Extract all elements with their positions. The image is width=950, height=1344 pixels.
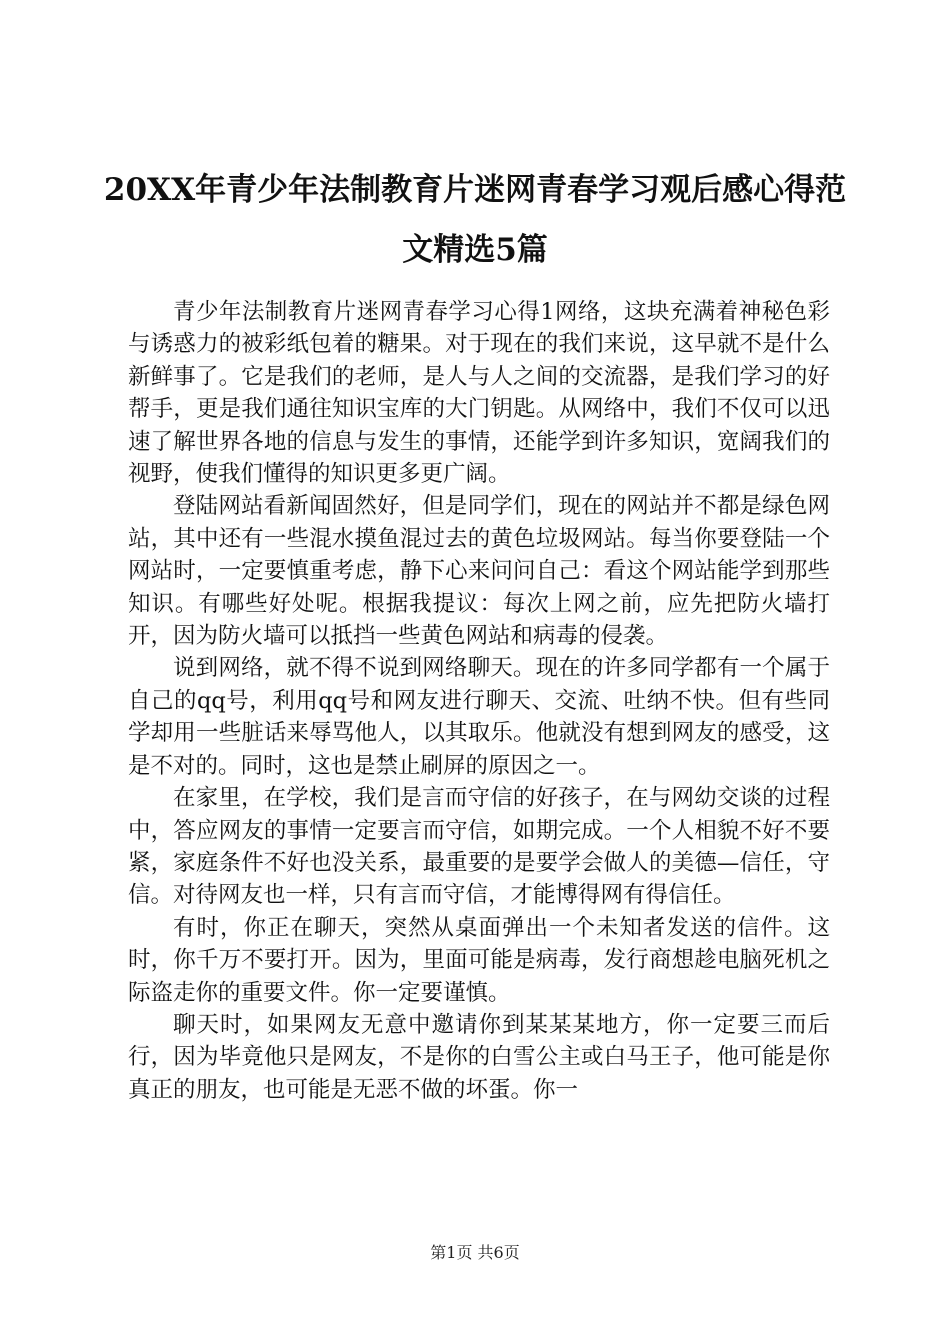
paragraph-2: 登陆网站看新闻固然好，但是同学们，现在的网站并不都是绿色网站，其中还有一些混水摸鱼混过去的黄色垃圾网站。每当你要登陆一个网站时，一定要慎重考虑，静下心来问问自己：看这个网站能学到那些知识。有哪些好处呢。根据我提议：每次上网之前，应先把防火墙打开，因为防火墙可以抵挡一些黄色网站和病毒的侵袭。 [128,493,830,650]
paragraph-4: 在家里，在学校，我们是言而守信的好孩子，在与网幼交谈的过程中，答应网友的事情一定要言而守信，如期完成。一个人相貌不好不要紧，家庭条件不好也没关系，最重要的是要学会做人的美德—信任，守信。对待网友也一样，只有言而守信，才能博得网有得信任。 [128,785,830,909]
document-body [128,296,830,1106]
paragraph-1: 青少年法制教育片迷网青春学习心得1网络，这块充满着神秘色彩与诱惑力的被彩纸包着的糖果。对于现在的我们来说，这早就不是什么新鲜事了。它是我们的老师，是人与人之间的交流器，是我们学习的好帮手，更是我们通往知识宝库的大门钥匙。从网络中，我们不仅可以迅速了解世界各地的信息与发生的事情，还能学到许多知识，宽阔我们的视野，使我们懂得的知识更多更广阔。 [128,299,830,488]
paragraph-3: 说到网络，就不得不说到网络聊天。现在的许多同学都有一个属于自己的qq号，利用qq号和网友进行聊天、交流、吐纳不快。但有些同学却用一些脏话来辱骂他人，以其取乐。他就没有想到网友的感受，这是不对的。同时，这也是禁止刷屏的原因之一。 [128,655,830,779]
paragraph-5: 有时，你正在聊天，突然从桌面弹出一个未知者发送的信件。这时，你千万不要打开。因为，里面可能是病毒，发行商想趁电脑死机之际盗走你的重要文件。你一定要谨慎。 [128,914,830,1006]
paragraph-6: 聊天时，如果网友无意中邀请你到某某某地方，你一定要三而后行，因为毕竟他只是网友，不是你的白雪公主或白马王子，他可能是你真正的朋友，也可能是无恶不做的坏蛋。你一 [128,1011,830,1103]
page-number-footer: 第1页 共6页 [430,1243,520,1262]
document-title: 20XX年青少年法制教育片迷网青春学习观后感心得范文精选5篇 [103,172,847,268]
